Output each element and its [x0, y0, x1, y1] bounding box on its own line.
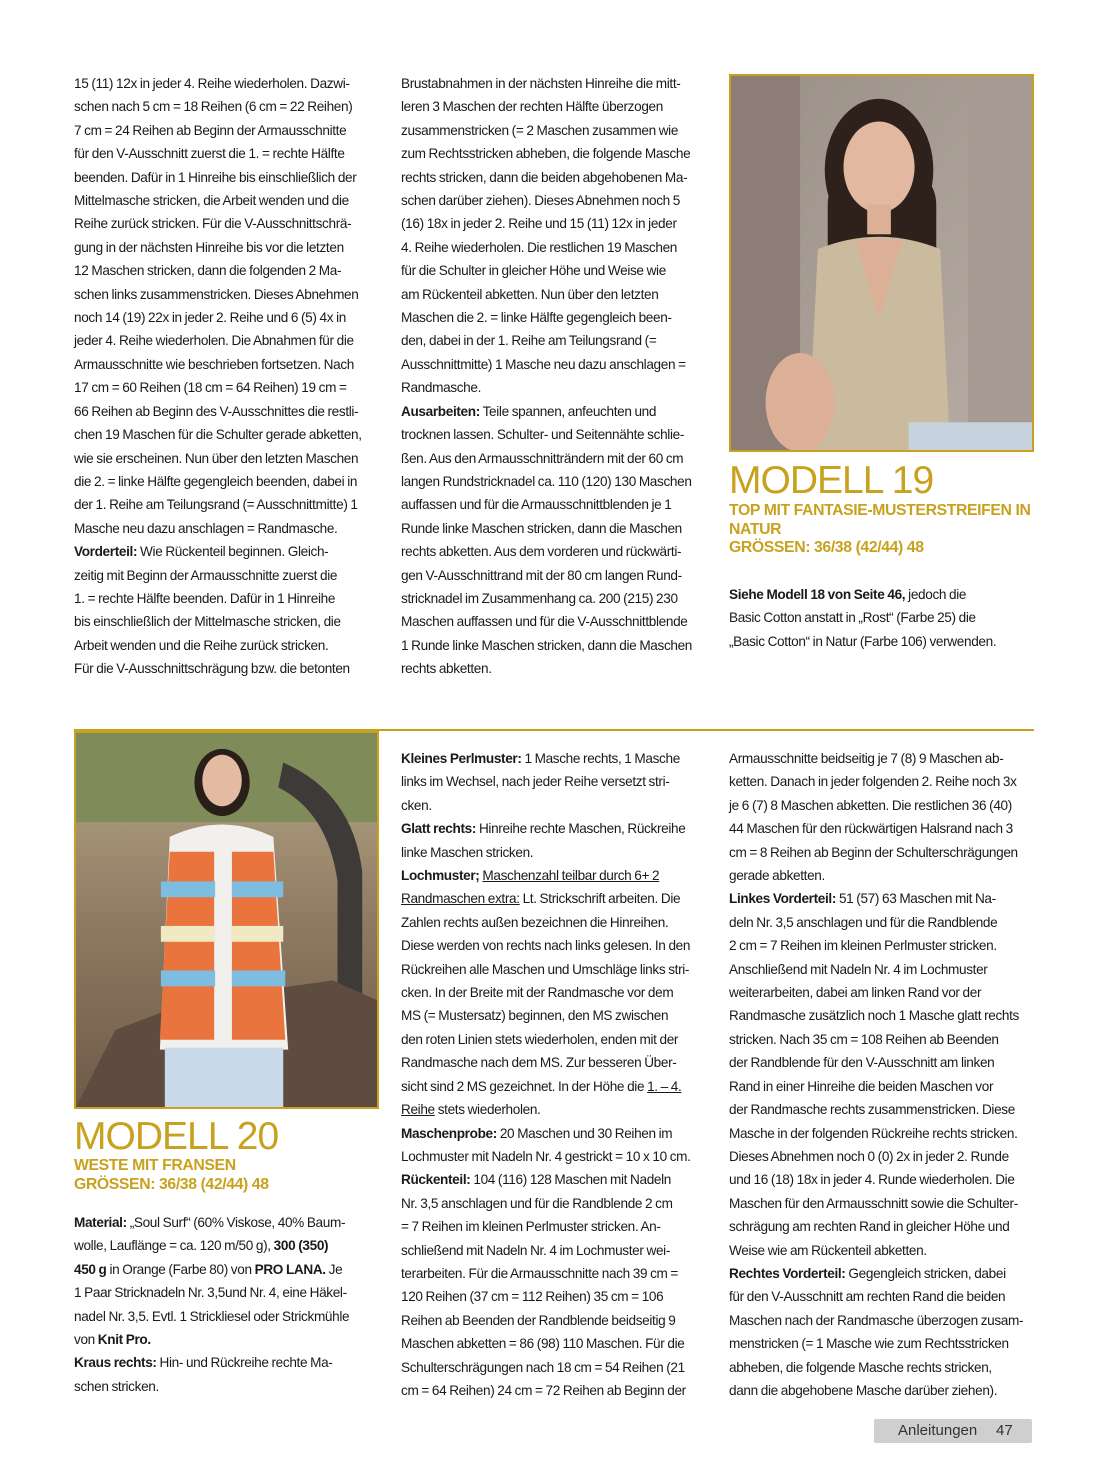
- text-block: Kraus rechts: Hin- und Rückreihe rechte Ma- schen stricken.: [74, 1355, 333, 1394]
- modell-19-text: [729, 583, 1034, 653]
- top-column-1: [74, 72, 379, 681]
- bottom-column-3: [729, 747, 1034, 1402]
- section-label: Rechtes Vorderteil:: [729, 1265, 846, 1281]
- text-block: Rückenteil: 104 (116) 128 Maschen mit Nadeln Nr. 3,5 anschlagen und für die Randblende 2 cm = 7 Reihen im kleinen Perlmuster stricken. An- schließend mit Nadeln Nr. 4 im Lochmuster wei- terarbeiten. Für die Armausschnitte nach 39 cm = 120 Reihen (37 cm = 112 Reihen) 35 cm = 106 Reihen ab Beenden der Randblende beidseitig 9 Maschen abketten = 86 (98) 110 Maschen. Für die Schulterschrägungen nach 18 cm = 54 Reihen (21 cm = 64 Reihen) 24 cm = 72 Reihen ab Beginn der: [401, 1172, 686, 1398]
- subtitle-line: WESTE MIT FRANSEN: [74, 1157, 236, 1174]
- footer-section-label: Anleitungen: [898, 1422, 978, 1439]
- modell-19-subtitle: [729, 502, 1039, 558]
- text-block: Siehe Modell 18 von Seite 46, jedoch die Basic Cotton anstatt in „Rost“ (Farbe 25) die „Basic Cotton“ in Natur (Farbe 106) verwenden.: [729, 587, 997, 649]
- text-block: Linkes Vorderteil: 51 (57) 63 Maschen mit Na- deln Nr. 3,5 anschlagen und für die Randblende 2 cm = 7 Reihen im kleinen Perlmuster stricken. Anschließend mit Nadeln Nr. 4 im Lochmuster weiterarbeiten, dabei am linken Rand vor der Randmasche zusätzlich noch 1 Masche glatt rechts stricken. Nach 35 cm = 108 Reihen ab Beenden der Randblende für den V-Ausschnitt am linken Rand in einer Hinreihe die beiden Maschen vor der Randmasche rechts zusammenstricken. Diese Masche in der folgenden Rückreihe rechts stricken. Dieses Abnehmen noch 0 (0) 2x in jeder 2. Runde und 16 (18) 18x in jeder 4. Runde wiederholen. Die Maschen für den Armausschnitt sowie die Schulter- schrägung am rechten Rand in gleicher Höhe und Weise wie am Rückenteil abketten.: [729, 891, 1019, 1258]
- modell-20-photo: [74, 731, 379, 1109]
- modell-19-title: MODELL 19: [729, 459, 934, 502]
- modell-19-photo: [729, 74, 1034, 452]
- subtitle-line: TOP MIT FANTASIE-MUSTERSTREIFEN IN: [729, 502, 1031, 519]
- top-column-2: [401, 72, 705, 681]
- text-block: 15 (11) 12x in jeder 4. Reihe wiederholen. Dazwi- schen nach 5 cm = 18 Reihen (6 cm = 22 Reihen) 7 cm = 24 Reihen ab Beginn der Armausschnitte für den V-Ausschnitt zuerst die 1. = rechte Hälfte beenden. Dafür in 1 Hinreihe bis einschließlich der Mittelmasche stricken, die Arbeit wenden und die Reihe zurück stricken. Für die V-Ausschnittschrä- gung in der nächsten Hinreihe bis vor die letzten 12 Maschen stricken, dann die folgenden 2 Ma- schen links zusammenstricken. Dieses Abnehmen noch 14 (19) 22x in jeder 2. Reihe und 6 (5) 4x in jeder 4. Reihe wiederholen. Die Abnahmen für die Armausschnitte wie beschrieben fortsetzen. Nach 17 cm = 60 Reihen (18 cm = 64 Reihen) 19 cm = 66 Reihen ab Beginn des V-Ausschnittes die restli- chen 19 Maschen für die Schulter gerade abketten, wie sie erscheinen. Nun über den letzten Maschen die 2. = linke Hälfte gegengleich beenden, dabei in der 1. Reihe am Teilungsrand (= Ausschnittmitte) 1 Masche neu dazu anschlagen = Randmasche.: [74, 76, 362, 536]
- section-label: Vorderteil:: [74, 544, 138, 560]
- text-block: Ausarbeiten: Teile spannen, anfeuchten und trocknen lassen. Schulter- und Seitennähte schlie- ßen. Aus den Armausschnitträndern mit der 60 cm langen Rundstricknadel ca. 110 (120) 130 Maschen auffassen und für die Armausschnittblenden je 1 Runde linke Maschen stricken, dann die Maschen rechts abketten. Aus dem vorderen und rückwärti- gen V-Ausschnittrand mit der 80 cm langen Rund- stricknadel im Zusammenhang ca. 200 (215) 230 Maschen auffassen und für die V-Ausschnittblende 1 Runde linke Maschen stricken, dann die Maschen rechts abketten.: [401, 403, 693, 677]
- text-block: Lochmuster; Maschenzahl teilbar durch 6+ 2 Randmaschen extra: Lt. Strickschrift arbeiten. Die Zahlen rechts außen bezeichnen die Hinreihen. Diese werden von rechts nach links gelesen. In den Rückreihen alle Maschen und Umschläge links stri- cken. In der Breite mit der Randmasche vor dem MS (= Mustersatz) beginnen, den MS zwischen den roten Linien stets wiederholen, enden mit der Randmasche nach dem MS. Zur besseren Über- sicht sind 2 MS gezeichnet. In der Höhe die 1. – 4. Reihe stets wiederholen.: [401, 868, 691, 1118]
- page-number: 47: [996, 1422, 1013, 1439]
- text-block: Glatt rechts: Hinreihe rechte Maschen, Rückreihe linke Maschen stricken.: [401, 821, 686, 860]
- subtitle-line: GRÖSSEN: 36/38 (42/44) 48: [729, 539, 924, 557]
- subtitle-line: GRÖSSEN: 36/38 (42/44) 48: [74, 1175, 269, 1193]
- text-block: Material: „Soul Surf“ (60% Viskose, 40% Baum- wolle, Lauflänge = ca. 120 m/50 g), 300 (350) 450 g in Orange (Farbe 80) von PRO LANA. Je 1 Paar Stricknadeln Nr. 3,5und Nr. 4, eine Häkel- nadel Nr. 3,5. Evtl. 1 Strickliesel oder Strickmühle von Knit Pro.: [74, 1215, 350, 1348]
- section-label: Material:: [74, 1215, 127, 1230]
- modell-20-subtitle: [74, 1157, 379, 1194]
- section-label: Ausarbeiten:: [401, 403, 480, 419]
- section-label: Glatt rechts:: [401, 821, 477, 837]
- section-label: Kleines Perlmuster:: [401, 751, 522, 766]
- section-label: Lochmuster;: [401, 868, 480, 884]
- text-block: Maschenprobe: 20 Maschen und 30 Reihen im Lochmuster mit Nadeln Nr. 4 gestrickt = 10 x 10 cm.: [401, 1125, 691, 1164]
- text-block: Vorderteil: Wie Rückenteil beginnen. Gleich- zeitig mit Beginn der Armausschnitte zuerst die 1. = rechte Hälfte beenden. Dafür in 1 Hinreihe bis einschließlich der Mittelmasche stricken, die Arbeit wenden und die Reihe zurück stricken. Für die V-Ausschnittschrägung bzw. die betonten: [74, 544, 350, 677]
- bottom-column-1: [74, 1211, 379, 1398]
- section-label: Linkes Vorderteil:: [729, 891, 837, 907]
- reference-label: Siehe Modell 18 von Seite 46,: [729, 587, 906, 602]
- modell-20-title: MODELL 20: [74, 1115, 279, 1158]
- text-block: Kleines Perlmuster: 1 Masche rechts, 1 Masche links im Wechsel, nach jeder Reihe versetzt stri- cken.: [401, 751, 680, 813]
- text-block: Armausschnitte beidseitig je 7 (8) 9 Maschen ab- ketten. Danach in jeder folgenden 2. Reihe noch 3x je 6 (7) 8 Maschen abketten. Die restlichen 36 (40) 44 Maschen für den rückwärtigen Halsrand nach 3 cm = 8 Reihen ab Beginn der Schulterschrägungen gerade abketten.: [729, 751, 1018, 884]
- section-label: Kraus rechts:: [74, 1355, 157, 1371]
- bottom-column-2: [401, 747, 705, 1402]
- text-block: Rechtes Vorderteil: Gegengleich stricken, dabei für den V-Ausschnitt am rechten Rand die beiden Maschen nach der Randmasche überzogen zusam- menstricken (= 1 Masche wie zum Rechtsstricken abheben, die folgende Masche rechts stricken, dann die abgehobene Masche darüber ziehen).: [729, 1265, 1024, 1398]
- text-block: Brustabnahmen in der nächsten Hinreihe die mitt- leren 3 Maschen der rechten Hälfte überzogen zusammenstricken (= 2 Maschen zusammen wie zum Rechtsstricken abheben, die folgende Masche rechts stricken, dann die beiden abgehobenen Ma- schen darüber ziehen). Dieses Abnehmen noch 5 (16) 18x in jeder 2. Reihe und 15 (11) 12x in jeder 4. Reihe wiederholen. Die restlichen 19 Maschen für die Schulter in gleicher Höhe und Weise wie am Rückenteil abketten. Nun über den letzten Maschen die 2. = linke Hälfte gegengleich been- den, dabei in der 1. Reihe am Teilungsrand (= Ausschnittmitte) 1 Masche neu dazu anschlagen = Randmasche.: [401, 76, 691, 396]
- subtitle-line: NATUR: [729, 520, 782, 538]
- section-label: Maschenprobe:: [401, 1125, 497, 1141]
- section-label: Rückenteil:: [401, 1172, 471, 1188]
